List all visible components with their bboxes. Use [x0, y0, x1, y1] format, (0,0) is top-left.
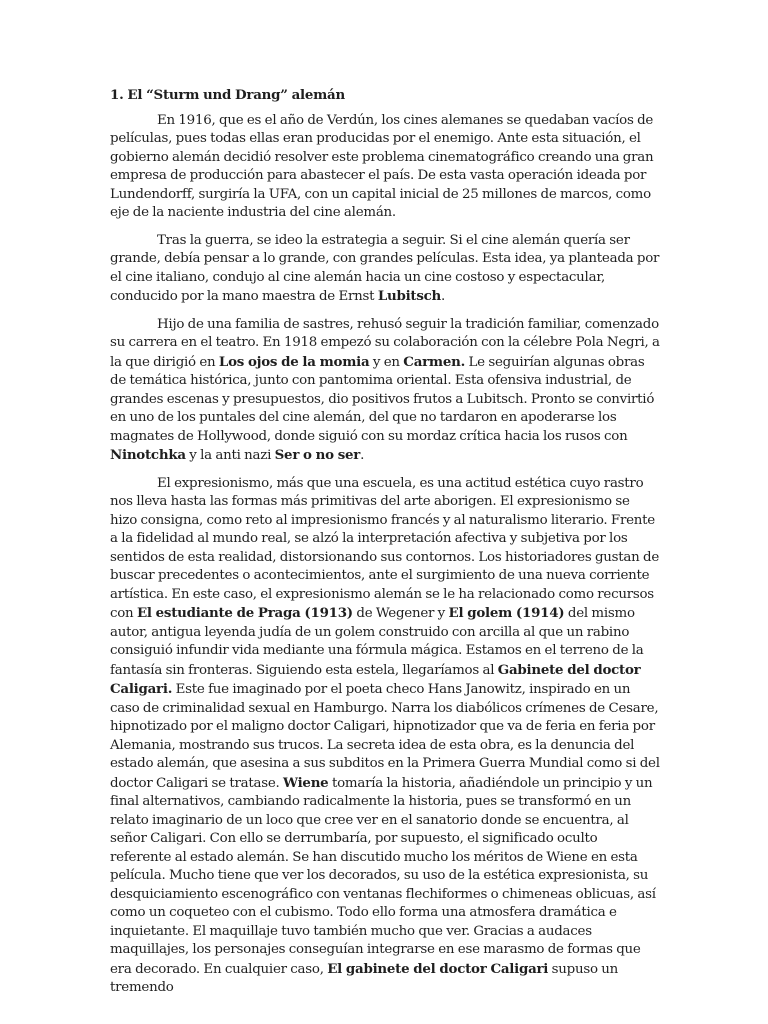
- paragraph-text: del mismo autor, antigua leyenda judía de un golem construido con arcilla al que un rabino consiguió infundir vida mediante una fórmula mágica. Estamos en el terreno de la fantasía sin fronteras. Siguiendo esta estela, llegaríamos al: [110, 606, 644, 678]
- paragraph-list: [110, 112, 660, 998]
- body-paragraph: [110, 316, 660, 466]
- paragraph-text: Le seguirían algunas obras de temática histórica, junto con pantomima oriental. Esta ofensiva industrial, de grandes escenas y presupuestos, dio positivos frutos a Lubitsch. Pronto se convirtió en uno de los puntales del cine alemán, del que no tardaron en apoderarse los magnates de Hollywood, donde siguió con su mordaz crítica hacia los rusos con: [110, 354, 655, 444]
- paragraph-text: tomaría la historia, añadiéndole un principio y un final alternativos, cambiando radicalmente la historia, pues se transformó en un relato imaginario de un loco que cree ver en el sanatorio donde se encuentra, al señor Caligari. Con ello se derrumbaría, por supuesto, el significado oculto referente al estado alemán. Se han discutido mucho los méritos de Wiene en esta película. Mucho tiene que ver los decorados, su uso de la estética expresionista, su desquiciamiento escenográfico con ventanas flechiformes o chimeneas oblicuas, así como un coqueteo con el cubismo. Todo ello forma una atmosfera dramática e inquietante. El maquillaje tuvo también mucho que ver. Gracias a audaces maquillajes, los personajes conseguían integrarse en ese marasmo de formas que era decorado. En cualquier caso,: [110, 775, 656, 977]
- paragraph-text: supuso un tremendo: [110, 961, 619, 995]
- paragraph-text: En 1916, que es el año de Verdún, los cines alemanes se quedaban vacíos de películas, pues todas ellas eran producidas por el enemigo. Ante esta situación, el gobierno alemán decidió resolver este problema cinematográfico creando una gran empresa de producción para abastecer el país. De esta vasta operación ideada por Lundendorff, surgiría la UFA, con un capital inicial de 25 millones de marcos, como eje de la naciente industria del cine alemán.: [110, 112, 654, 220]
- paragraph-text: Este fue imaginado por el poeta checo Hans Janowitz, inspirado en un caso de criminalidad sexual en Hamburgo. Narra los diabólicos crímenes de Cesare, hipnotizado por el maligno doctor Caligari, hipnotizador que va de feria en feria por Alemania, mostrando sus trucos. La secreta idea de esta obra, es la denuncia del estado alemán, que asesina a sus subditos en la Primera Guerra Mundial como si del doctor Caligari se tratase.: [110, 682, 660, 791]
- paragraph-text: y la anti nazi: [185, 448, 275, 463]
- paragraph-text: .: [360, 448, 365, 463]
- body-paragraph: [110, 232, 660, 307]
- body-paragraph: [110, 475, 660, 998]
- body-paragraph: [110, 112, 660, 223]
- bold-title-text: Ser o no ser: [274, 447, 361, 463]
- bold-title-text: Gabinete del doctor Caligari.: [110, 661, 641, 697]
- document-body: [110, 86, 660, 1007]
- paragraph-text: y en: [369, 354, 404, 370]
- paragraph-text: .: [441, 289, 446, 304]
- paragraph-text: Hijo de una familia de sastres, rehusó seguir la tradición familiar, comenzado su carrera en el teatro. En 1918 empezó su colaboración con la célebre Pola Negri, a la que dirigió en: [110, 316, 660, 370]
- bold-title-text: Wiene: [283, 774, 329, 791]
- bold-title-text: El golem (1914): [448, 605, 565, 621]
- paragraph-text: de Wegener y: [352, 606, 449, 621]
- bold-title-text: Los ojos de la momia: [218, 353, 370, 370]
- bold-title-text: Lubitsch: [377, 288, 442, 304]
- section-heading: 1. El “Sturm und Drang” alemán: [110, 87, 345, 103]
- paragraph-text: El expresionismo, más que una escuela, es una actitud estética cuyo rastro nos lleva hasta las formas más primitivas del arte aborigen. El expresionismo se hizo consigna, como reto al impresionismo francés y al naturalismo literario. Frente a la fidelidad al mundo real, se alzó la interpretación afectiva y subjetiva por los sentidos de esta realidad, distorsionando sus contornos. Los historiadores gustan de buscar precedentes o acontecimientos, ante el surgimiento de una nueva corriente artística. En este caso, el expresionismo alemán se le ha relacionado como recursos con: [110, 475, 660, 621]
- bold-title-text: Carmen.: [403, 353, 466, 370]
- bold-title-text: El gabinete del doctor Caligari: [327, 960, 549, 977]
- bold-title-text: Ninotchka: [110, 447, 186, 463]
- bold-title-text: El estudiante de Praga (1913): [136, 605, 353, 621]
- paragraph-text: Tras la guerra, se ideo la estrategia a seguir. Si el cine alemán quería ser grande, debía pensar a lo grande, con grandes películas. Esta idea, ya planteada por el cine italiano, condujo al cine alemán hacia un cine costoso y espectacular, conducido por la mano maestra de Ernst: [110, 232, 660, 304]
